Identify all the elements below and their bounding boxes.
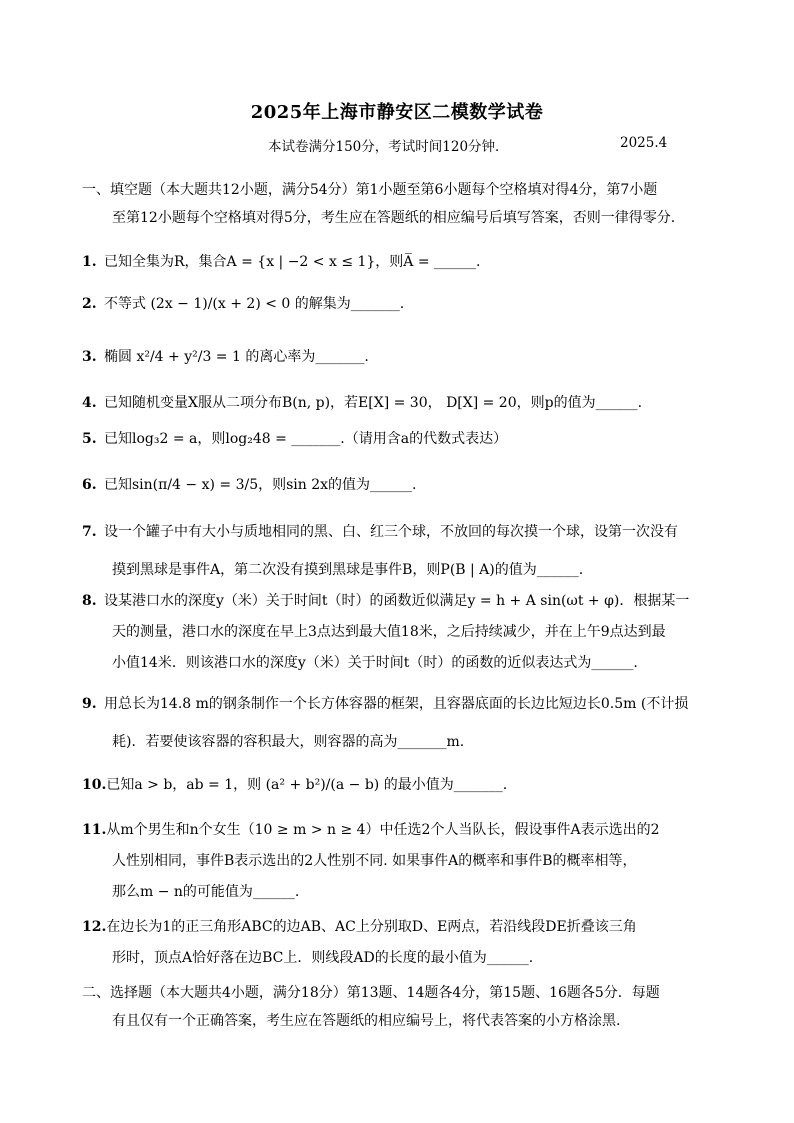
question-text-continued: 形时，顶点A恰好落在边BC上．则线段AD的长度的最小值为______. — [112, 950, 534, 966]
exam-date: 2025.4 — [620, 135, 668, 151]
question-number: 11. — [82, 822, 107, 838]
question-number: 5. — [82, 431, 97, 447]
question-1 — [82, 248, 722, 276]
question-text: 已知全集为R，集合A = {x | −2 < x ≤ 1}，则A̅ = ______. — [104, 254, 481, 270]
page-title: 2025年上海市静安区二模数学试卷 — [250, 102, 544, 123]
question-number: 12. — [82, 919, 107, 935]
question-number: 3. — [82, 349, 97, 365]
question-number: 7. — [82, 524, 97, 540]
question-text-continued: 摸到黑球是事件A，第二次没有摸到黑球是事件B，则P(B | A)的值为______. — [112, 562, 584, 578]
question-text: 已知log₃2 = a，则log₂48 = _______.（请用含a的代数式表达） — [104, 431, 508, 447]
exam-info: 本试卷满分150分，考试时间120分钟． — [268, 139, 509, 155]
question-number: 4. — [82, 395, 97, 411]
question-2 — [82, 290, 722, 318]
question-10 — [82, 771, 722, 799]
question-text-continued: 那么m − n的可能值为______. — [112, 884, 300, 900]
question-text-continued: 小值14米．则该港口水的深度y（米）关于时间t（时）的函数的近似表达式为______. — [112, 655, 638, 671]
section-fill-in-instructions — [82, 176, 722, 232]
question-text-continued: 耗)．若要使该容器的容积最大，则容器的高为_______m. — [112, 734, 465, 750]
section-line: 至第12小题每个空格填对得5分，考生应在答题纸的相应编号后填写答案，否则一律得零分. — [112, 210, 676, 226]
question-12 — [82, 913, 722, 972]
question-text-continued: 天的测量，港口水的深度在早上3点达到最大值18米，之后持续减少，并在上午9点达到最 — [112, 624, 666, 640]
question-number: 6. — [82, 477, 97, 493]
question-6 — [82, 471, 722, 499]
question-text: 从m个男生和n个女生（10 ≥ m > n ≥ 4）中任选2个人当队长，假设事件A表示选出的2 — [106, 822, 660, 838]
section-line: 有且仅有一个正确答案，考生应在答题纸的相应编号上，将代表答案的小方格涂黑. — [112, 1013, 621, 1029]
question-7 — [82, 518, 722, 584]
question-5 — [82, 425, 722, 453]
question-number: 8. — [82, 593, 97, 609]
question-text: 不等式 (2x − 1)/(x + 2) < 0 的解集为_______. — [104, 296, 405, 312]
section-choice-instructions — [82, 979, 722, 1035]
question-3 — [82, 343, 722, 371]
question-text-continued: 人性别相同，事件B表示选出的2人性别不同. 如果事件A的概率和事件B的概率相等， — [112, 853, 637, 869]
section-line: 二、选择题（本大题共4小题，满分18分）第13题、14题各4分，第15题、16题各5分．每题 — [82, 985, 660, 1001]
question-11 — [82, 816, 722, 906]
question-text: 设一个罐子中有大小与质地相同的黑、白、红三个球，不放回的每次摸一个球，设第一次没有 — [104, 524, 678, 540]
question-text: 已知sin(π/4 − x) = 3/5，则sin 2x的值为______. — [104, 477, 417, 493]
question-text: 已知a > b，ab = 1，则 (a² + b²)/(a − b) 的最小值为_______. — [106, 777, 508, 793]
question-4 — [82, 389, 722, 417]
question-text: 用总长为14.8 m的钢条制作一个长方体容器的框架，且容器底面的长边比短边长0.5m (不计损 — [104, 696, 689, 712]
section-line: 一、填空题（本大题共12小题，满分54分）第1小题至第6小题每个空格填对得4分，第7小题 — [82, 182, 658, 198]
question-number: 9. — [82, 696, 97, 712]
question-number: 2. — [82, 296, 97, 312]
question-text: 椭圆 x²/4 + y²/3 = 1 的离心率为_______. — [104, 349, 369, 365]
question-number: 1. — [82, 254, 97, 270]
question-8 — [82, 587, 722, 677]
question-text: 在边长为1的正三角形ABC的边AB、AC上分别取D、E两点，若沿线段DE折叠该三角 — [106, 919, 637, 935]
question-number: 10. — [82, 777, 107, 793]
question-text: 设某港口水的深度y（米）关于时间t（时）的函数近似满足y = h + A sin(ωt + φ)．根据某一 — [104, 593, 690, 609]
question-9 — [82, 690, 722, 756]
question-text: 已知随机变量X服从二项分布B(n, p)，若E[X] = 30， D[X] = 20，则p的值为______. — [104, 395, 643, 411]
